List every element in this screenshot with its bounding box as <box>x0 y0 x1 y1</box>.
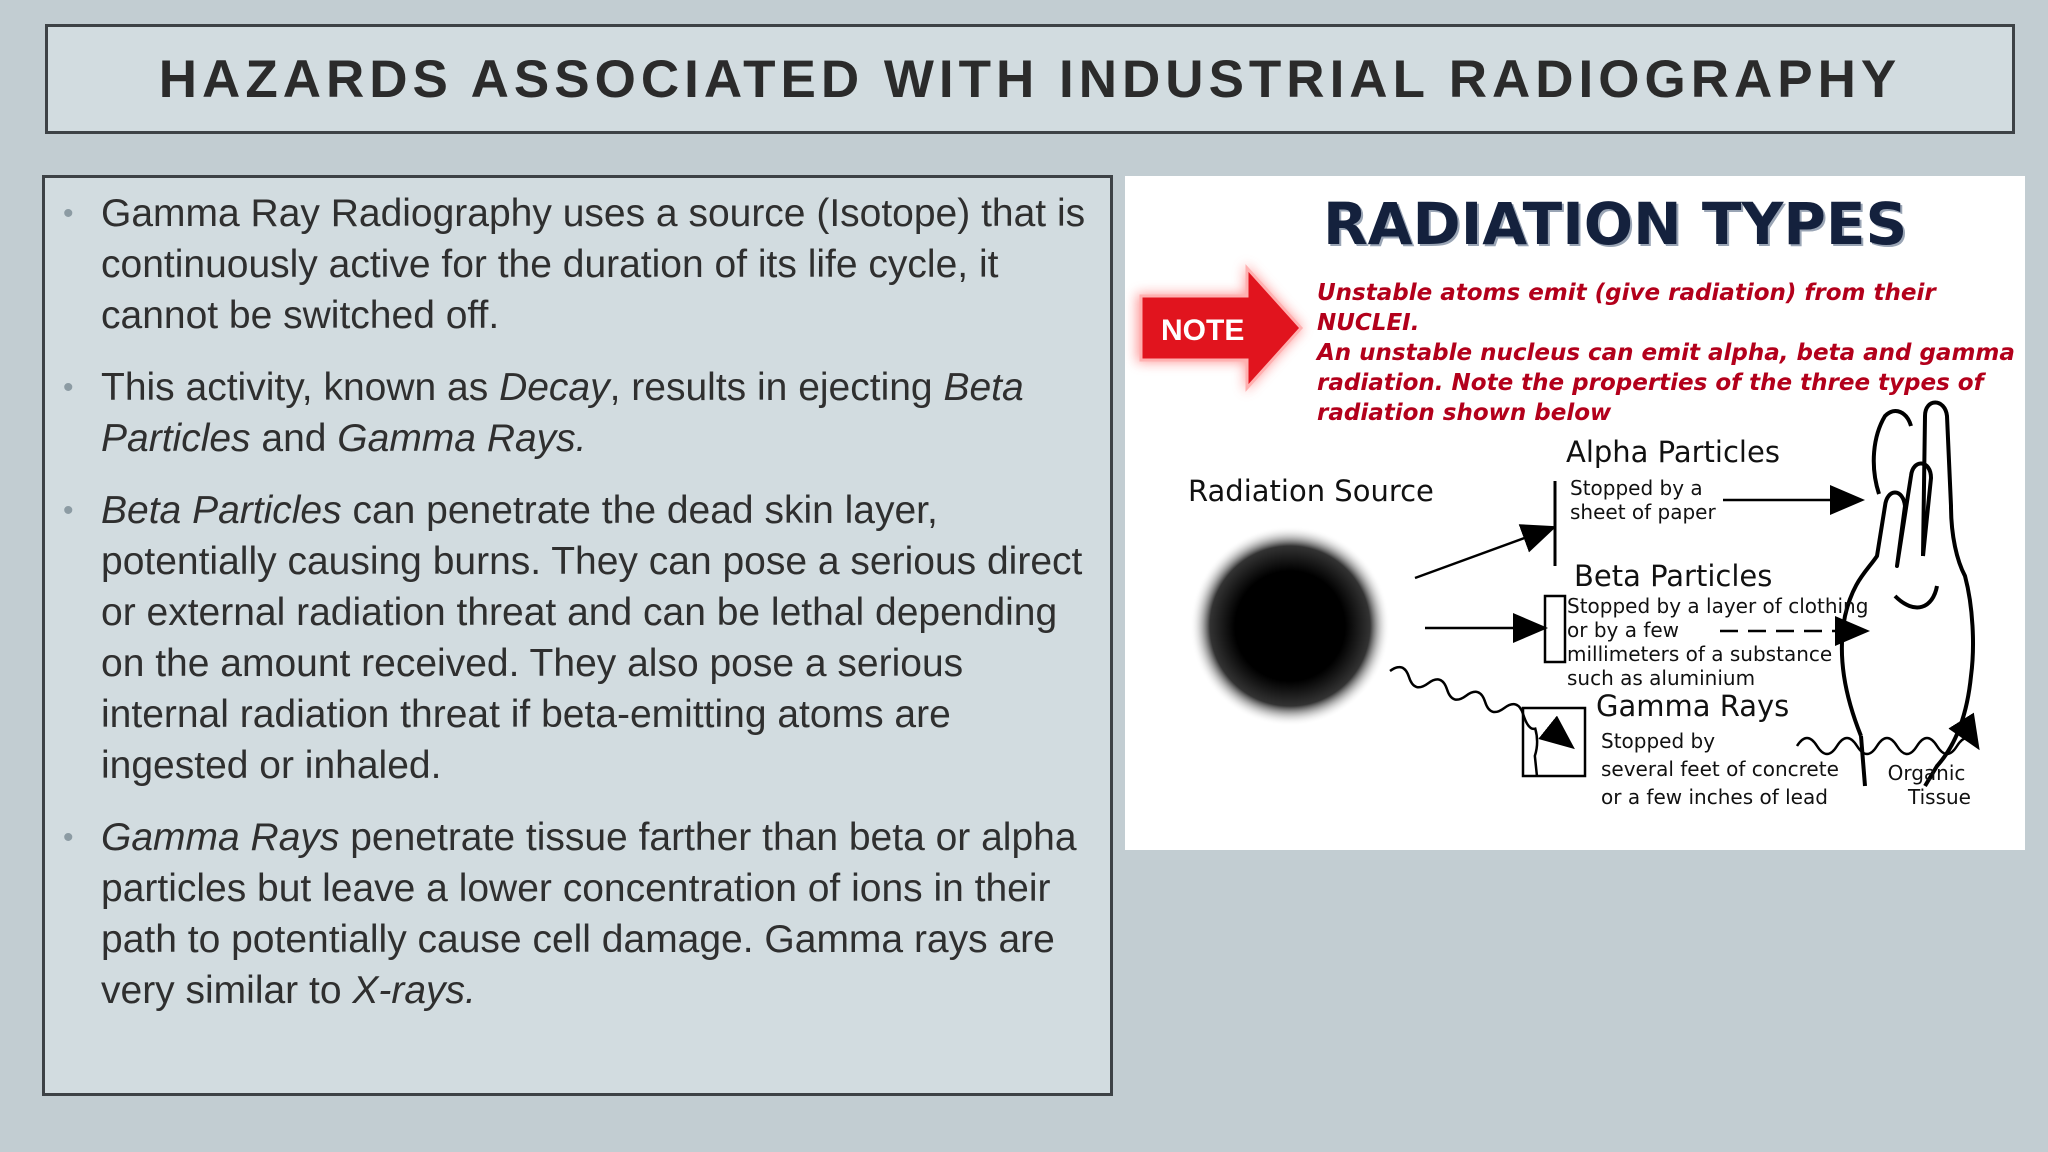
tissue-line: Organic <box>1887 761 1966 785</box>
title-box <box>45 24 2015 134</box>
figure-title: RADIATION TYPES <box>1323 190 1908 258</box>
bullet-dot-icon: • <box>63 821 74 854</box>
alpha-desc-line: Stopped by a <box>1570 476 1703 500</box>
gamma-desc-line: several feet of concrete <box>1601 757 1839 781</box>
gamma-desc-line: or a few inches of lead <box>1601 785 1828 809</box>
note-text <box>1317 278 2017 428</box>
beta-desc-line: Stopped by a layer of clothing <box>1567 594 1869 618</box>
beta-desc <box>1567 594 1868 690</box>
note-line: An unstable nucleus can emit alpha, beta and gamma <box>1317 340 2015 366</box>
beta-desc-line: or by a few <box>1567 618 1680 642</box>
radiation-source-label: Radiation Source <box>1188 474 1434 508</box>
tissue-label <box>1882 761 1971 809</box>
beta-title: Beta Particles <box>1574 559 1773 593</box>
tissue-line: Tissue <box>1908 785 1971 809</box>
bullet-emphasis: X-rays. <box>352 969 476 1012</box>
radiation-types-figure <box>1125 176 2025 850</box>
bullet-text: This activity, known as <box>101 366 500 409</box>
gamma-desc <box>1601 727 1839 811</box>
gamma-title: Gamma Rays <box>1596 689 1790 723</box>
alpha-title: Alpha Particles <box>1566 435 1780 469</box>
bullet-item <box>61 485 1090 791</box>
bullet-dot-icon: • <box>63 494 74 527</box>
bullet-list <box>61 188 1090 1016</box>
bullet-text: penetrate tissue farther than beta or alpha particles but leave a lower concentration of ions in their path to potentially cause cell damage. Gamma rays are very similar to <box>101 816 1077 1012</box>
note-line: radiation. Note the properties of the three types of <box>1317 370 1984 396</box>
bullet-item <box>61 362 1090 464</box>
bullet-panel <box>42 175 1113 1096</box>
alpha-path-arrow <box>1415 528 1552 578</box>
slide-title: HAZARDS ASSOCIATED WITH INDUSTRIAL RADIOGRAPHY <box>158 49 1902 109</box>
alpha-desc <box>1570 476 1716 524</box>
bullet-emphasis: Decay <box>499 366 610 409</box>
bullet-dot-icon: • <box>63 197 74 230</box>
bullet-emphasis: Gamma Rays <box>101 816 340 859</box>
note-arrow-icon <box>1137 264 1303 392</box>
beta-barrier <box>1545 596 1565 662</box>
bullet-text: , results in ejecting <box>609 366 944 409</box>
gamma-desc-line: Stopped by <box>1601 729 1716 753</box>
note-label: NOTE <box>1161 314 1245 347</box>
bullet-item <box>61 188 1090 341</box>
bullet-emphasis: Gamma Rays. <box>337 417 587 460</box>
gamma-wave-path <box>1373 664 1555 775</box>
radiation-source-icon <box>1190 526 1390 726</box>
beta-desc-line: such as aluminium <box>1567 666 1756 690</box>
note-line: radiation shown below <box>1317 400 1612 426</box>
note-line: Unstable atoms emit (give radiation) from their NUCLEI. <box>1317 280 1936 336</box>
bullet-text: can penetrate the dead skin layer, potentially causing burns. They can pose a serious direct or external radiation threat and can be lethal depending on the amount received. They also pose a serious internal radiation threat if beta-emitting atoms are ingested or inhaled. <box>101 489 1083 787</box>
bullet-dot-icon: • <box>63 371 74 404</box>
beta-desc-line: millimeters of a substance <box>1567 642 1833 666</box>
alpha-desc-line: sheet of paper <box>1570 500 1716 524</box>
bullet-text: and <box>250 417 338 460</box>
bullet-text: Gamma Ray Radiography uses a source (Isotope) that is continuously active for the duration of its life cycle, it cannot be switched off. <box>101 192 1086 337</box>
bullet-item <box>61 812 1090 1016</box>
bullet-emphasis: Beta Particles <box>101 489 342 532</box>
bullet-emphasis: Beta Particles <box>101 366 1024 460</box>
gamma-barrier <box>1523 708 1585 776</box>
